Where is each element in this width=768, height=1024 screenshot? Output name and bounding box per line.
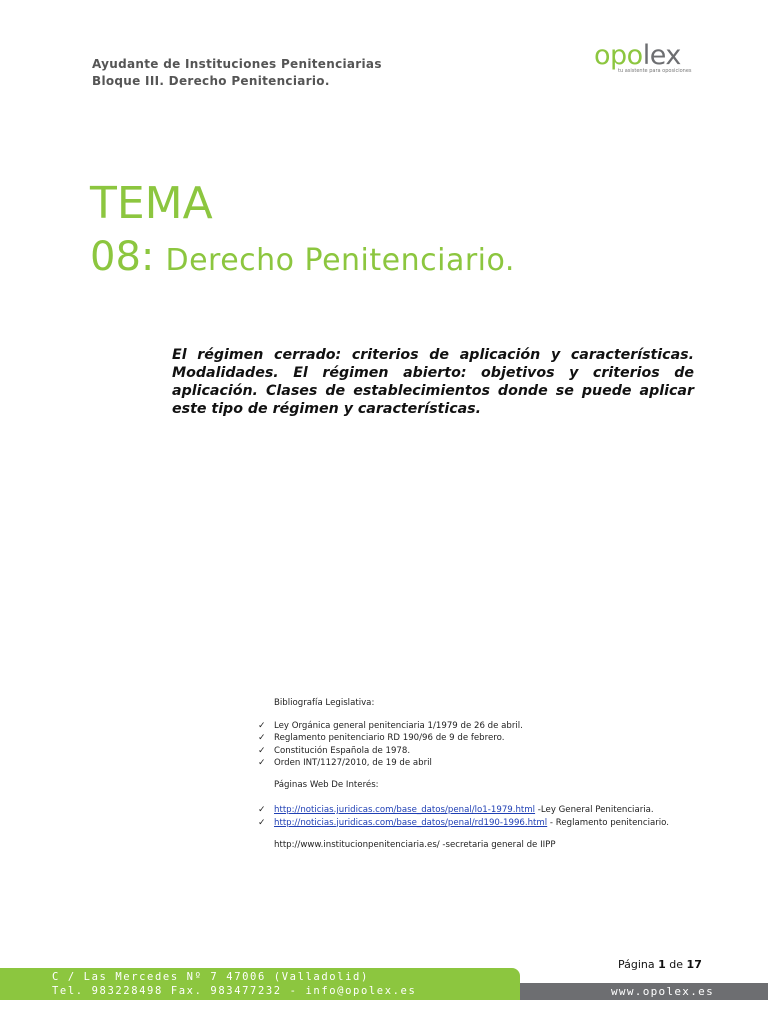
footer-website[interactable]: www.opolex.es xyxy=(611,985,714,998)
check-icon: ✓ xyxy=(258,720,266,731)
list-item: ✓ Orden INT/1127/2010, de 19 de abril xyxy=(258,758,432,768)
check-icon: ✓ xyxy=(258,733,266,743)
list-item: ✓ Constitución Española de 1978. xyxy=(258,745,411,756)
logo-tagline: tu asistente para oposiciones xyxy=(618,68,692,74)
topic-title-line xyxy=(90,234,515,280)
legislation-list xyxy=(258,720,688,770)
topic-number: 08: xyxy=(90,234,155,280)
bibliography-section xyxy=(258,697,688,852)
check-icon: ✓ xyxy=(258,817,266,828)
reglamento-link[interactable]: http://noticias.juridicas.com/base_datos/penal/rd190-1996.html xyxy=(274,817,548,828)
institution-website-line: http://www.institucionpenitenciaria.es/ -secretaria general de IIPP xyxy=(274,840,556,850)
check-icon: ✓ xyxy=(258,745,266,756)
check-icon: ✓ xyxy=(258,758,266,768)
footer-website-bar xyxy=(520,983,768,1000)
logo-part-1: opo xyxy=(594,40,643,71)
web-pages-heading: Páginas Web De Interés: xyxy=(274,779,379,790)
header-line-2: Bloque III. Derecho Penitenciario. xyxy=(92,74,330,88)
tema-label: TEMA xyxy=(90,178,213,229)
bibliography-heading: Bibliografía Legislativa: xyxy=(274,698,375,708)
opolex-logo xyxy=(594,42,704,76)
list-item: ✓ Reglamento penitenciario RD 190/96 de 9 de febrero. xyxy=(258,733,505,743)
topic-summary: El régimen cerrado: criterios de aplicación y características. Modalidades. El régimen abierto: objetivos y criterios de aplicación. Clases de establecimientos donde se puede aplicar este tipo de régimen y características. xyxy=(172,347,694,417)
web-pages-list xyxy=(258,804,688,829)
topic-name: Derecho Penitenciario. xyxy=(165,243,515,278)
list-item: ✓ Ley Orgánica general penitenciaria 1/1979 de 26 de abril. xyxy=(258,720,523,731)
logo-part-2: lex xyxy=(642,40,681,71)
footer-contact-bar xyxy=(0,968,520,1000)
footer-address: C / Las Mercedes Nº 7 47006 (Valladolid) xyxy=(52,971,369,983)
lgp-link[interactable]: http://noticias.juridicas.com/base_datos/penal/lo1-1979.html xyxy=(274,805,536,815)
page-number: Página 1 de 17 xyxy=(618,958,702,971)
check-icon: ✓ xyxy=(258,805,266,815)
footer-contact: Tel. 983228498 Fax. 983477232 - info@opolex.es xyxy=(52,985,417,997)
list-item: ✓ http://noticias.juridicas.com/base_datos/penal/lo1-1979.html -Ley General Penitenciaria. xyxy=(258,805,654,815)
document-header xyxy=(92,56,382,90)
list-item: ✓ http://noticias.juridicas.com/base_datos/penal/rd190-1996.html - Reglamento penitenciario. xyxy=(258,817,670,828)
header-line-1: Ayudante de Instituciones Penitenciarias xyxy=(92,57,382,71)
